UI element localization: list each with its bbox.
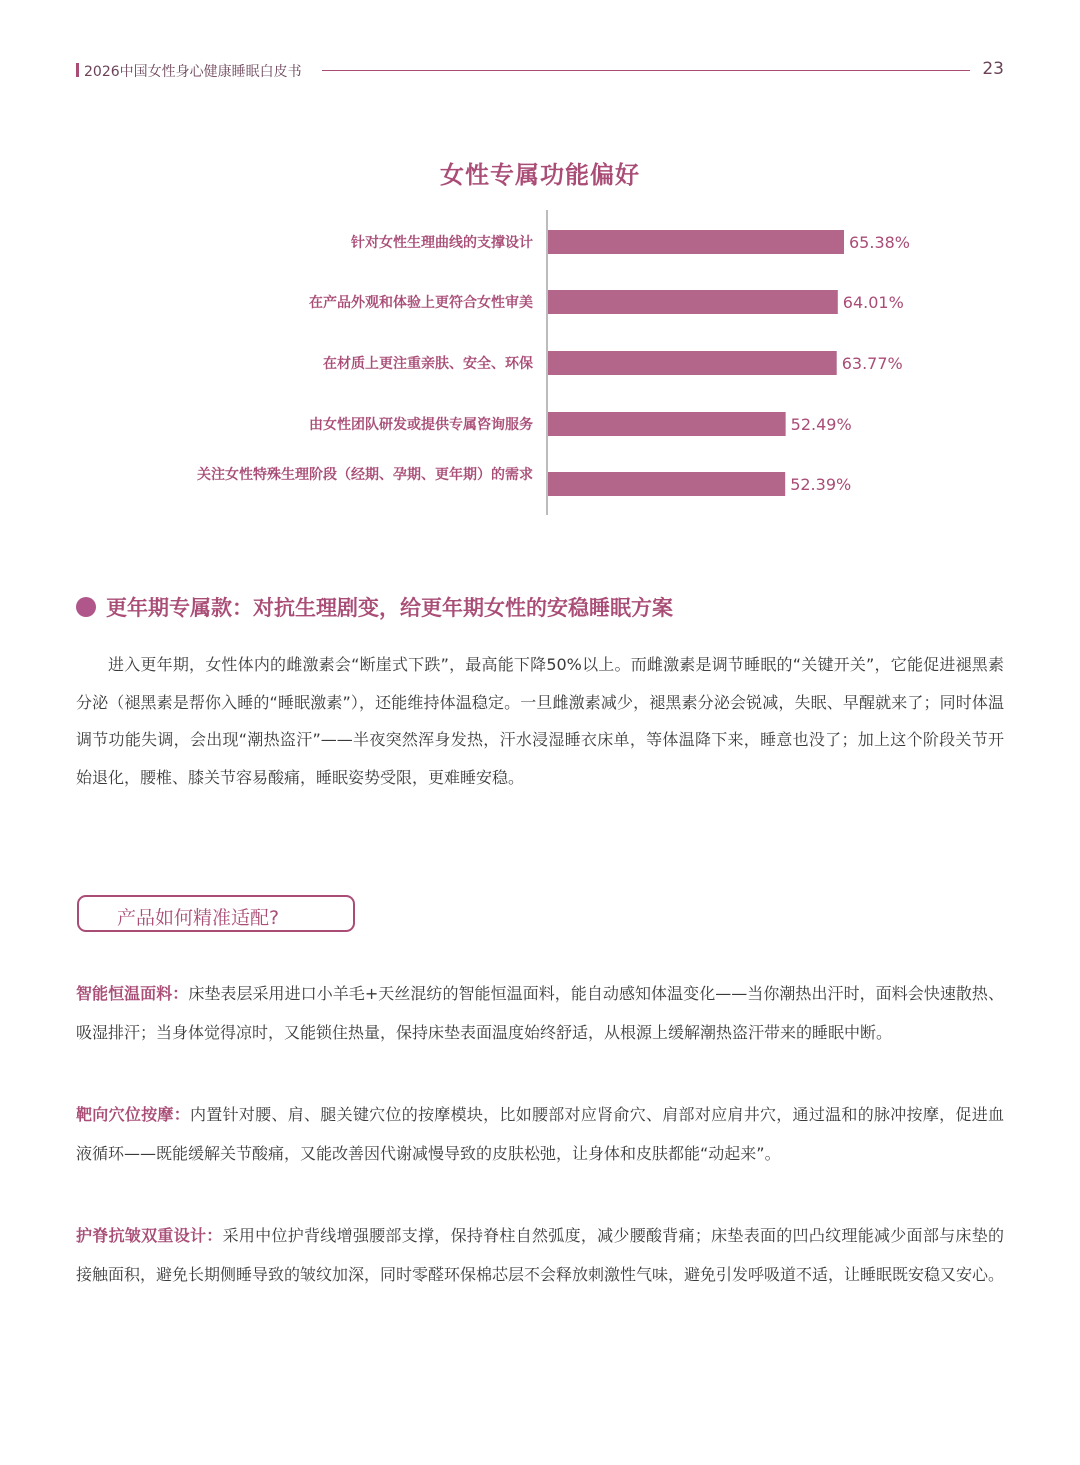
value-label: 52.39% <box>790 475 852 494</box>
feature-text: 内置针对腰、肩、腿关键穴位的按摩模块，比如腰部对应肾俞穴、肩部对应肩井穴，通过温和的脉冲按摩，促进血液循环——既能缓解关节酸痛，又能改善因代谢减慢导致的皮肤松弛，让身体和皮肤都能“动起来”。 <box>76 1105 1004 1163</box>
question-box <box>77 895 355 932</box>
bar <box>548 290 838 314</box>
bar <box>548 230 844 254</box>
feature-text: 采用中位护背线增强腰部支撑，保持脊柱自然弧度，减少腰酸背痛；床垫表面的凹凸纹理能减少面部与床垫的接触面积，避免长期侧睡导致的皱纹加深，同时零醛环保棉芯层不会释放刺激性气味，避免引发呼吸道不适，让睡眠既安稳又安心。 <box>76 1226 1005 1284</box>
bullet-dot-icon <box>76 597 96 617</box>
feature-label: 护脊抗皱双重设计： <box>76 1226 223 1245</box>
bar-chart <box>0 200 1080 530</box>
feature-text: 床垫表层采用进口小羊毛+天丝混纺的智能恒温面料，能自动感知体温变化——当你潮热出汗时，面料会快速散热、吸湿排汗；当身体觉得凉时，又能锁住热量，保持床垫表面温度始终舒适，从根源上缓解潮热盗汗带来的睡眠中断。 <box>76 984 1004 1042</box>
value-label: 64.01% <box>842 293 904 312</box>
intro-paragraph: 进入更年期，女性体内的雌激素会“断崖式下跌”，最高能下降50%以上。而雌激素是调节睡眠的“关键开关”，它能促进褪黑素分泌（褪黑素是帮你入睡的“睡眠激素”），还能维持体温稳定。一旦雌激素减少，褪黑素分泌会锐减，失眠、早醒就来了；同时体温调节功能失调，会出现“潮热盗汗”——半夜突然浑身发热，汗水浸湿睡衣床单，等体温降下来，睡意也没了；加上这个阶段关节开始退化，腰椎、膝关节容易酸痛，睡眠姿势受限，更难睡安稳。 <box>76 655 1004 787</box>
question-label: 产品如何精准适配? <box>117 907 280 929</box>
bar <box>548 351 837 375</box>
chart-title: 女性专属功能偏好 <box>440 161 640 189</box>
feature-paragraph <box>76 1096 1004 1173</box>
category-label: 在材质上更注重亲肤、安全、环保 <box>323 356 533 372</box>
feature-paragraph <box>76 1217 1004 1294</box>
section-heading <box>76 592 673 622</box>
value-label: 52.49% <box>790 415 852 434</box>
header-accent-bar <box>76 63 79 77</box>
page-number: 23 <box>982 59 1004 79</box>
feature-label: 智能恒温面料： <box>76 984 189 1003</box>
category-label: 关注女性特殊生理阶段（经期、孕期、更年期）的需求 <box>197 467 533 483</box>
bar <box>548 412 786 436</box>
feature-paragraph <box>76 975 1004 1052</box>
value-label: 63.77% <box>841 354 903 373</box>
category-label: 在产品外观和体验上更符合女性审美 <box>309 295 533 311</box>
bar <box>548 472 785 496</box>
category-label: 针对女性生理曲线的支撑设计 <box>351 235 533 251</box>
page-header <box>76 60 1004 82</box>
category-label: 由女性团队研发或提供专属咨询服务 <box>309 417 533 433</box>
header-title: 2026中国女性身心健康睡眠白皮书 <box>84 64 302 80</box>
section-heading-text: 更年期专属款：对抗生理剧变，给更年期女性的安稳睡眠方案 <box>106 596 673 620</box>
value-label: 65.38% <box>849 233 911 252</box>
feature-label: 靶向穴位按摩： <box>76 1105 190 1124</box>
header-rule <box>322 70 970 71</box>
